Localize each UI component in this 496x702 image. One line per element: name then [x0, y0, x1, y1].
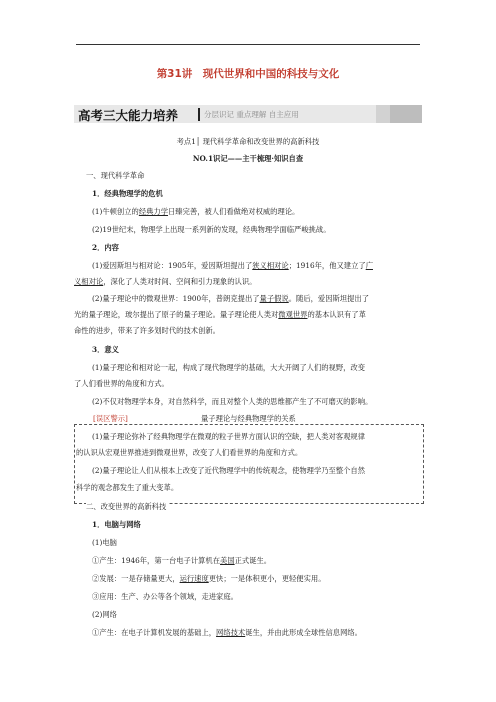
para-2b-cont2: 命性的进步，带来了许多划时代的技术创新。: [74, 326, 220, 335]
section-1-1: 1．经典物理学的危机: [92, 189, 163, 198]
para-2a-cont: [74, 277, 256, 287]
banner-shade-light: [376, 105, 390, 123]
keyword: 运行速度: [179, 574, 209, 583]
keyword: 狭义相对论: [252, 261, 289, 270]
warning-label: [误区警示]: [93, 414, 128, 423]
item-1: [92, 556, 271, 566]
section-1-3: 3．意义: [92, 345, 119, 354]
topic-heading: 考点1│ 现代科学革命和改变世界的高新科技: [176, 137, 320, 146]
text: 的基本认识有了革: [307, 310, 366, 319]
keyword: 微观世界: [278, 310, 308, 319]
text: 正式诞生。: [234, 556, 272, 565]
warning-1: (1)量子理论弥补了经典物理学在微观的粒子世界方面认识的空缺，把人类对客观规律: [92, 432, 366, 441]
keyword: 美国: [220, 556, 235, 565]
text: ，深化了人类对时间、空间和引力现象的认识。: [103, 277, 257, 286]
text: 更快；一是体积更小，更轻便实用。: [208, 574, 326, 583]
banner-title: 高考三大能力培养: [78, 108, 179, 123]
item-4: [92, 628, 362, 638]
text: ；1916年，他又建立了: [288, 261, 366, 270]
text: ①产生：1946年，第一台电子计算机在: [92, 556, 221, 565]
keyword: 网络技术: [216, 628, 246, 637]
sub-computer: (1)电脑: [92, 538, 117, 547]
text: ②发展：一是存储量更大，: [92, 574, 180, 583]
page-title: 第31讲 现代世界和中国的科技与文化: [156, 68, 340, 80]
section-banner: [74, 105, 422, 123]
para-1b: (2)19世纪末，物理学上出现一系列新的发现，经典物理学面临严峻挑战。: [92, 225, 331, 234]
para-3a-cont: 了人们看世界的角度和方式。: [74, 379, 169, 388]
para-3b: (2)不仅对物理学本身，对自然科学，而且对整个人类的思维都产生了不可磨灭的影响。: [92, 397, 373, 406]
item-3: ③应用：生产、办公等各个领域，走进家庭。: [92, 592, 238, 601]
item-2: [92, 574, 326, 584]
text: 光的量子理论，玻尔提出了原子的量子理论。量子理论使人类对: [74, 310, 279, 319]
section-2-1: 1．电脑与网络: [92, 520, 141, 529]
text: (1)爱因斯坦与相对论：1905年，爱因斯坦提出了: [92, 261, 253, 270]
para-1a: [92, 207, 299, 217]
text: 。随后，爱因斯坦提出了: [288, 294, 369, 303]
section-1-2: 2．内容: [92, 243, 119, 252]
warning-1-cont: 的认识从宏观世界推进到微观世界，改变了人们看世界的角度和方式。: [76, 448, 303, 457]
warning-title: 量子理论与经典物理学的关系: [201, 414, 296, 423]
sub-network: (2)网络: [92, 610, 117, 619]
sub-heading: NO.1识记——主干梳理·知识自查: [192, 154, 304, 163]
keyword: 广: [365, 261, 373, 270]
para-2b-cont: [74, 310, 366, 320]
para-3a: (1)量子理论和相对论一起，构成了现代物理学的基础，大大开阔了人们的视野，改变: [92, 363, 366, 372]
warning-2-cont: 科学的观念都发生了重大变革。: [76, 483, 179, 492]
warning-2: (2)量子理论让人们从根本上改变了近代物理学中的传统观念，使物理学乃至整个自然: [92, 466, 366, 475]
text: (2)量子理论中的微观世界：1900年，普朗克提出了: [92, 294, 260, 303]
section-2-heading: 二、改变世界的高新科技: [86, 502, 167, 511]
keyword: 量子假说: [259, 294, 289, 303]
para-2a: [92, 261, 373, 271]
section-1-heading: 一、现代科学革命: [86, 171, 145, 180]
banner-divider: [198, 108, 200, 121]
banner-subtitle: 分层识记 重点理解 自主应用: [204, 110, 299, 119]
para-2b: [92, 294, 369, 304]
keyword: 经典力学: [138, 207, 169, 216]
header-rule: [76, 44, 420, 45]
text: (1)牛顿创立的: [92, 207, 139, 216]
text: 诞生，并由此形成全球性信息网络。: [245, 628, 362, 637]
keyword: 义相对论: [74, 277, 104, 286]
text: 日臻完善，被人们看做绝对权威的理论。: [168, 207, 300, 216]
text: ①产生：在电子计算机发展的基础上，: [92, 628, 217, 637]
banner-shade: [390, 105, 422, 123]
